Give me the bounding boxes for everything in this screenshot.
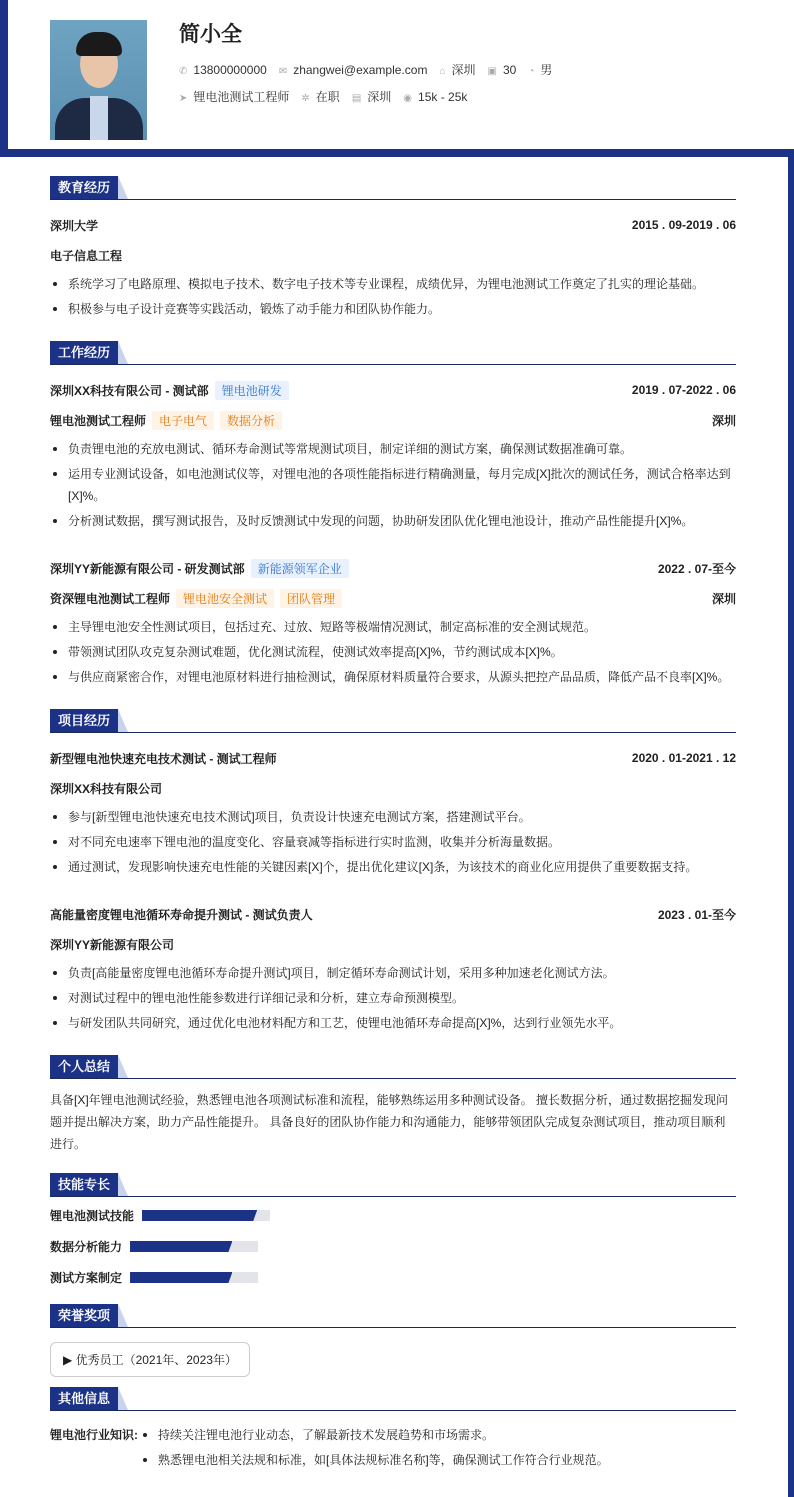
skill-tag: 电子电气 bbox=[152, 411, 214, 430]
spacer bbox=[50, 535, 736, 553]
project-date: 2023 . 01-至今 bbox=[657, 907, 736, 922]
section-awards: 荣誉奖项 bbox=[50, 1304, 736, 1328]
role bbox=[50, 589, 342, 608]
major: 电子信息工程 bbox=[50, 248, 123, 263]
gender-icon: ◔ bbox=[528, 66, 535, 77]
list-item: 对测试过程中的锂电池性能参数进行详细记录和分析，建立寿命预测模型。 bbox=[50, 987, 736, 1009]
skill-item bbox=[50, 1269, 399, 1286]
age-icon: ▣ bbox=[487, 65, 497, 77]
list-item: 参与[新型锂电池快速充电技术测试]项目，负责设计快速充电测试方案，搭建测试平台。 bbox=[50, 806, 736, 828]
list-item: 负责[高能量密度锂电池循环寿命提升测试]项目，制定循环寿命测试计划，采用多种加速老化测试方法。 bbox=[50, 962, 736, 984]
work-header bbox=[50, 375, 736, 405]
list-item: 积极参与电子设计竞赛等实践活动，锻炼了动手能力和团队协作能力。 bbox=[50, 298, 736, 320]
work-date: 2019 . 07-2022 . 06 bbox=[631, 383, 736, 397]
skill-name: 锂电池测试技能 bbox=[50, 1209, 135, 1223]
skill-tag: 团队管理 bbox=[280, 589, 342, 608]
role-row bbox=[50, 583, 736, 613]
frame-border bbox=[788, 149, 794, 1497]
list-item: 通过测试，发现影响快速充电性能的关键因素[X]个，提出优化建议[X]条，为该技术的商业化应用提供了重要数据支持。 bbox=[50, 856, 736, 878]
skill-tag: 数据分析 bbox=[220, 411, 282, 430]
company bbox=[50, 381, 289, 400]
other-label: 锂电池行业知识: bbox=[50, 1428, 138, 1442]
project-date: 2020 . 01-2021 . 12 bbox=[631, 751, 736, 765]
project-company: 深圳YY新能源有限公司 bbox=[50, 937, 175, 952]
mail-icon: ✉ bbox=[278, 65, 288, 77]
skill-name: 数据分析能力 bbox=[50, 1240, 123, 1254]
project-company-row bbox=[50, 773, 736, 803]
skill-item bbox=[50, 1238, 399, 1255]
project-header bbox=[50, 899, 736, 929]
project-header bbox=[50, 743, 736, 773]
skill-name: 测试方案制定 bbox=[50, 1271, 123, 1285]
role-name: 资深锂电池测试工程师 bbox=[50, 591, 171, 606]
work-header bbox=[50, 553, 736, 583]
resume-body bbox=[50, 176, 736, 1474]
skill-item bbox=[50, 1207, 399, 1224]
section-work: 工作经历 bbox=[50, 341, 736, 365]
project-title: 高能量密度锂电池循环寿命提升测试 - 测试负责人 bbox=[50, 907, 313, 922]
spacer bbox=[50, 881, 736, 899]
list-item: 负责锂电池的充放电测试、循环寿命测试等常规测试项目，制定详细的测试方案，确保测试数据准确可靠。 bbox=[50, 438, 736, 460]
award-item[interactable]: ▶ 优秀员工（2021年、2023年） bbox=[50, 1342, 250, 1377]
skill-tag: 锂电池安全测试 bbox=[176, 589, 274, 608]
section-project: 项目经历 bbox=[50, 709, 736, 733]
phone-icon: ✆ bbox=[179, 65, 188, 77]
company-name: 深圳XX科技有限公司 - 测试部 bbox=[50, 383, 209, 398]
home-icon: ⌂ bbox=[439, 66, 446, 77]
skill-bar-fill bbox=[130, 1241, 232, 1252]
work-city: 深圳 bbox=[711, 413, 736, 428]
list-item: 带领测试团队攻克复杂测试难题，优化测试流程，使测试效率提高[X]%，节约测试成本[X]%。 bbox=[50, 641, 736, 663]
avatar bbox=[50, 20, 147, 140]
project-company: 深圳XX科技有限公司 bbox=[50, 781, 163, 796]
list-item: 熟悉锂电池相关法规和标准，如[具体法规标准名称]等，确保测试工作符合行业规范。 bbox=[140, 1449, 609, 1471]
skill-bar bbox=[130, 1272, 258, 1283]
role-name: 锂电池测试工程师 bbox=[50, 413, 147, 428]
contact-row: ✆ 13800000000 ✉ zhangwei@example.com ⌂ 深圳 ▣ 30 ◔ 男 bbox=[179, 62, 553, 77]
work-date: 2022 . 07-至今 bbox=[657, 561, 736, 576]
role bbox=[50, 411, 282, 430]
building-icon: ▤ bbox=[351, 93, 362, 104]
spacer bbox=[50, 691, 736, 709]
spacer bbox=[50, 1037, 736, 1055]
bullet-list bbox=[50, 616, 736, 688]
list-item: 与供应商紧密合作，对锂电池原材料进行抽检测试，确保原材料质量符合要求，从源头把控产品品质，降低产品不良率[X]%。 bbox=[50, 666, 736, 688]
bullet-list bbox=[50, 806, 736, 878]
skill-bar bbox=[130, 1241, 258, 1252]
skill-bar-fill bbox=[130, 1272, 232, 1283]
skill-bar-fill bbox=[142, 1210, 257, 1221]
list-item: 持续关注锂电池行业动态，了解最新技术发展趋势和市场需求。 bbox=[140, 1424, 609, 1446]
skill-bar bbox=[142, 1210, 270, 1221]
company-name: 深圳YY新能源有限公司 - 研发测试部 bbox=[50, 561, 245, 576]
list-item: 运用专业测试设备，如电池测试仪等，对锂电池的各项性能指标进行精确测量，每月完成[X]批次的测试任务，测试合格率达到[X]%。 bbox=[50, 463, 736, 507]
section-summary: 个人总结 bbox=[50, 1055, 736, 1079]
list-item: 主导锂电池安全性测试项目，包括过充、过放、短路等极端情况测试，制定高标准的安全测试规范。 bbox=[50, 616, 736, 638]
section-skills: 技能专长 bbox=[50, 1173, 736, 1197]
candidate-name: 简小全 bbox=[179, 23, 242, 46]
industry-tag: 新能源领军企业 bbox=[251, 559, 349, 578]
industry-tag: 锂电池研发 bbox=[215, 381, 289, 400]
edu-date: 2015 . 09-2019 . 06 bbox=[631, 218, 736, 232]
project-company-row bbox=[50, 929, 736, 959]
work-city: 深圳 bbox=[711, 591, 736, 606]
list-item: 系统学习了电路原理、模拟电子技术、数字电子技术等专业课程，成绩优异，为锂电池测试工作奠定了扎实的理论基础。 bbox=[50, 273, 736, 295]
company bbox=[50, 559, 349, 578]
bullet-list bbox=[50, 438, 736, 532]
status-icon: ✲ bbox=[301, 93, 310, 104]
list-item: 分析测试数据，撰写测试报告，及时反馈测试中发现的问题，协助研发团队优化锂电池设计，推动产品性能提升[X]%。 bbox=[50, 510, 736, 532]
section-education: 教育经历 bbox=[50, 176, 736, 200]
school: 深圳大学 bbox=[50, 218, 99, 233]
section-other: 其他信息 bbox=[50, 1387, 736, 1411]
role-row bbox=[50, 405, 736, 435]
bullet-list bbox=[50, 962, 736, 1034]
salary-icon: ◉ bbox=[403, 92, 413, 104]
send-icon: ➤ bbox=[179, 93, 188, 104]
list-item: 对不同充电速率下锂电池的温度变化、容量衰减等指标进行实时监测，收集并分析海量数据。 bbox=[50, 831, 736, 853]
job-row: ➤ 锂电池测试工程师 ✲ 在职 ▤ 深圳 ◉ 15k - 25k bbox=[179, 89, 468, 104]
project-title: 新型锂电池快速充电技术测试 - 测试工程师 bbox=[50, 751, 277, 766]
list-item: 与研发团队共同研究，通过优化电池材料配方和工艺，使锂电池循环寿命提高[X]%，达到行业领先水平。 bbox=[50, 1012, 736, 1034]
summary-text: 具备[X]年锂电池测试经验，熟悉锂电池各项测试标准和流程，能够熟练运用多种测试设备。 擅长数据分析，通过数据挖掘发现问题并提出解决方案，助力产品性能提升。 具备良好的团队协作能力和沟通能力，能够带领团队完成复杂测试项目，推动项目顺利进行。 bbox=[50, 1093, 729, 1151]
